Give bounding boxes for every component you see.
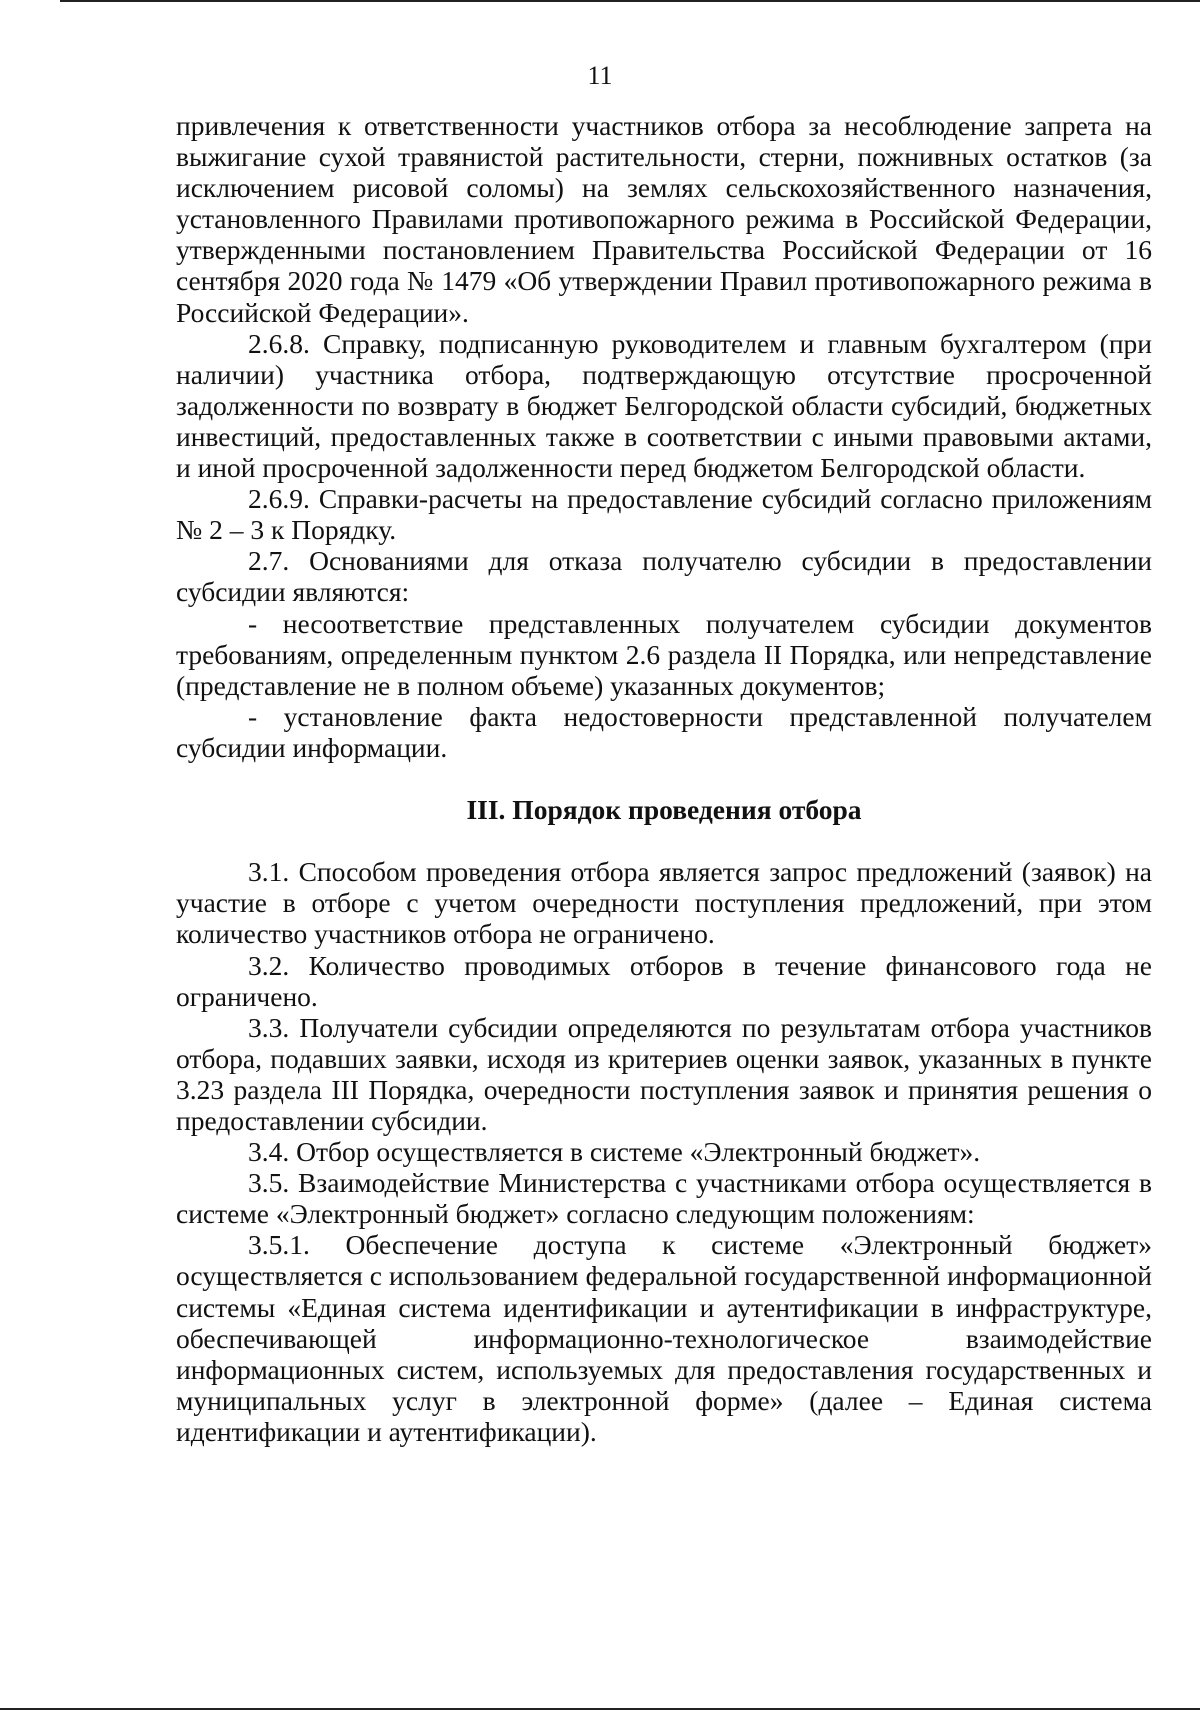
paragraph-2-6-9: 2.6.9. Справки-расчеты на предоставление субсидий согласно приложениям № 2 – 3 к Порядку.: [176, 483, 1152, 546]
scan-edge-top: [60, 0, 1200, 2]
paragraph-3-5: 3.5. Взаимодействие Министерства с участниками отбора осуществляется в системе «Электронный бюджет» согласно следующим положениям:: [176, 1167, 1152, 1230]
paragraph-continuation: привлечения к ответственности участников отбора за несоблюдение запрета на выжигание сухой травянистой растительности, стерни, пожнивных остатков (за исключением рисовой соломы) на землях сельскохозяйственного назначения, установленного Правилами противопожарного режима в Российской Федерации, утвержденными постановлением Правительства Российской Федерации от 16 сентября 2020 года № 1479 «Об утверждении Правил противопожарного режима в Российской Федерации».: [176, 110, 1152, 328]
paragraph-2-7: 2.7. Основаниями для отказа получателю субсидии в предоставлении субсидии являются:: [176, 545, 1152, 608]
section-heading: III. Порядок проведения отбора: [466, 794, 862, 826]
spacer: [176, 763, 1152, 794]
list-item-refusal-reason-2: - установление факта недостоверности представленной получателем субсидии информации.: [176, 700, 1152, 763]
paragraph-3-5-1: 3.5.1. Обеспечение доступа к системе «Электронный бюджет» осуществляется с использованием федеральной государственной информационной системы «Единая система идентификации и аутентификации в инфраструктуре, обеспечивающей информационно-технологическое взаимодействие информационных систем, используемых для предоставления государственных и муниципальных услуг в электронной форме» (далее – Единая система идентификации и аутентификации).: [176, 1229, 1152, 1447]
paragraph-3-2: 3.2. Количество проводимых отборов в течение финансового года не ограничено.: [176, 949, 1152, 1012]
document-body: [176, 110, 1152, 1447]
paragraph-3-4: 3.4. Отбор осуществляется в системе «Электронный бюджет».: [248, 1136, 981, 1168]
page-number: 11: [587, 61, 613, 90]
spacer: [176, 825, 1152, 856]
list-item-refusal-reason-1: - несоответствие представленных получателем субсидии документов требованиям, определенным пунктом 2.6 раздела II Порядка, или непредставление (представление не в полном объеме) указанных документов;: [176, 607, 1152, 701]
paragraph-2-6-8: 2.6.8. Справку, подписанную руководителем и главным бухгалтером (при наличии) участника отбора, подтверждающую отсутствие просроченной задолженности по возврату в бюджет Белгородской области субсидий, бюджетных инвестиций, предоставленных также в соответствии с иными правовыми актами, и иной просроченной задолженности перед бюджетом Белгородской области.: [176, 327, 1152, 484]
paragraph-3-1: 3.1. Способом проведения отбора является запрос предложений (заявок) на участие в отборе с учетом очередности поступления предложений, при этом количество участников отбора не ограничено.: [176, 856, 1152, 950]
paragraph-3-3: 3.3. Получатели субсидии определяются по результатам отбора участников отбора, подавших заявки, исходя из критериев оценки заявок, указанных в пункте 3.23 раздела III Порядка, очередности поступления заявок и принятия решения о предоставлении субсидии.: [176, 1011, 1152, 1136]
